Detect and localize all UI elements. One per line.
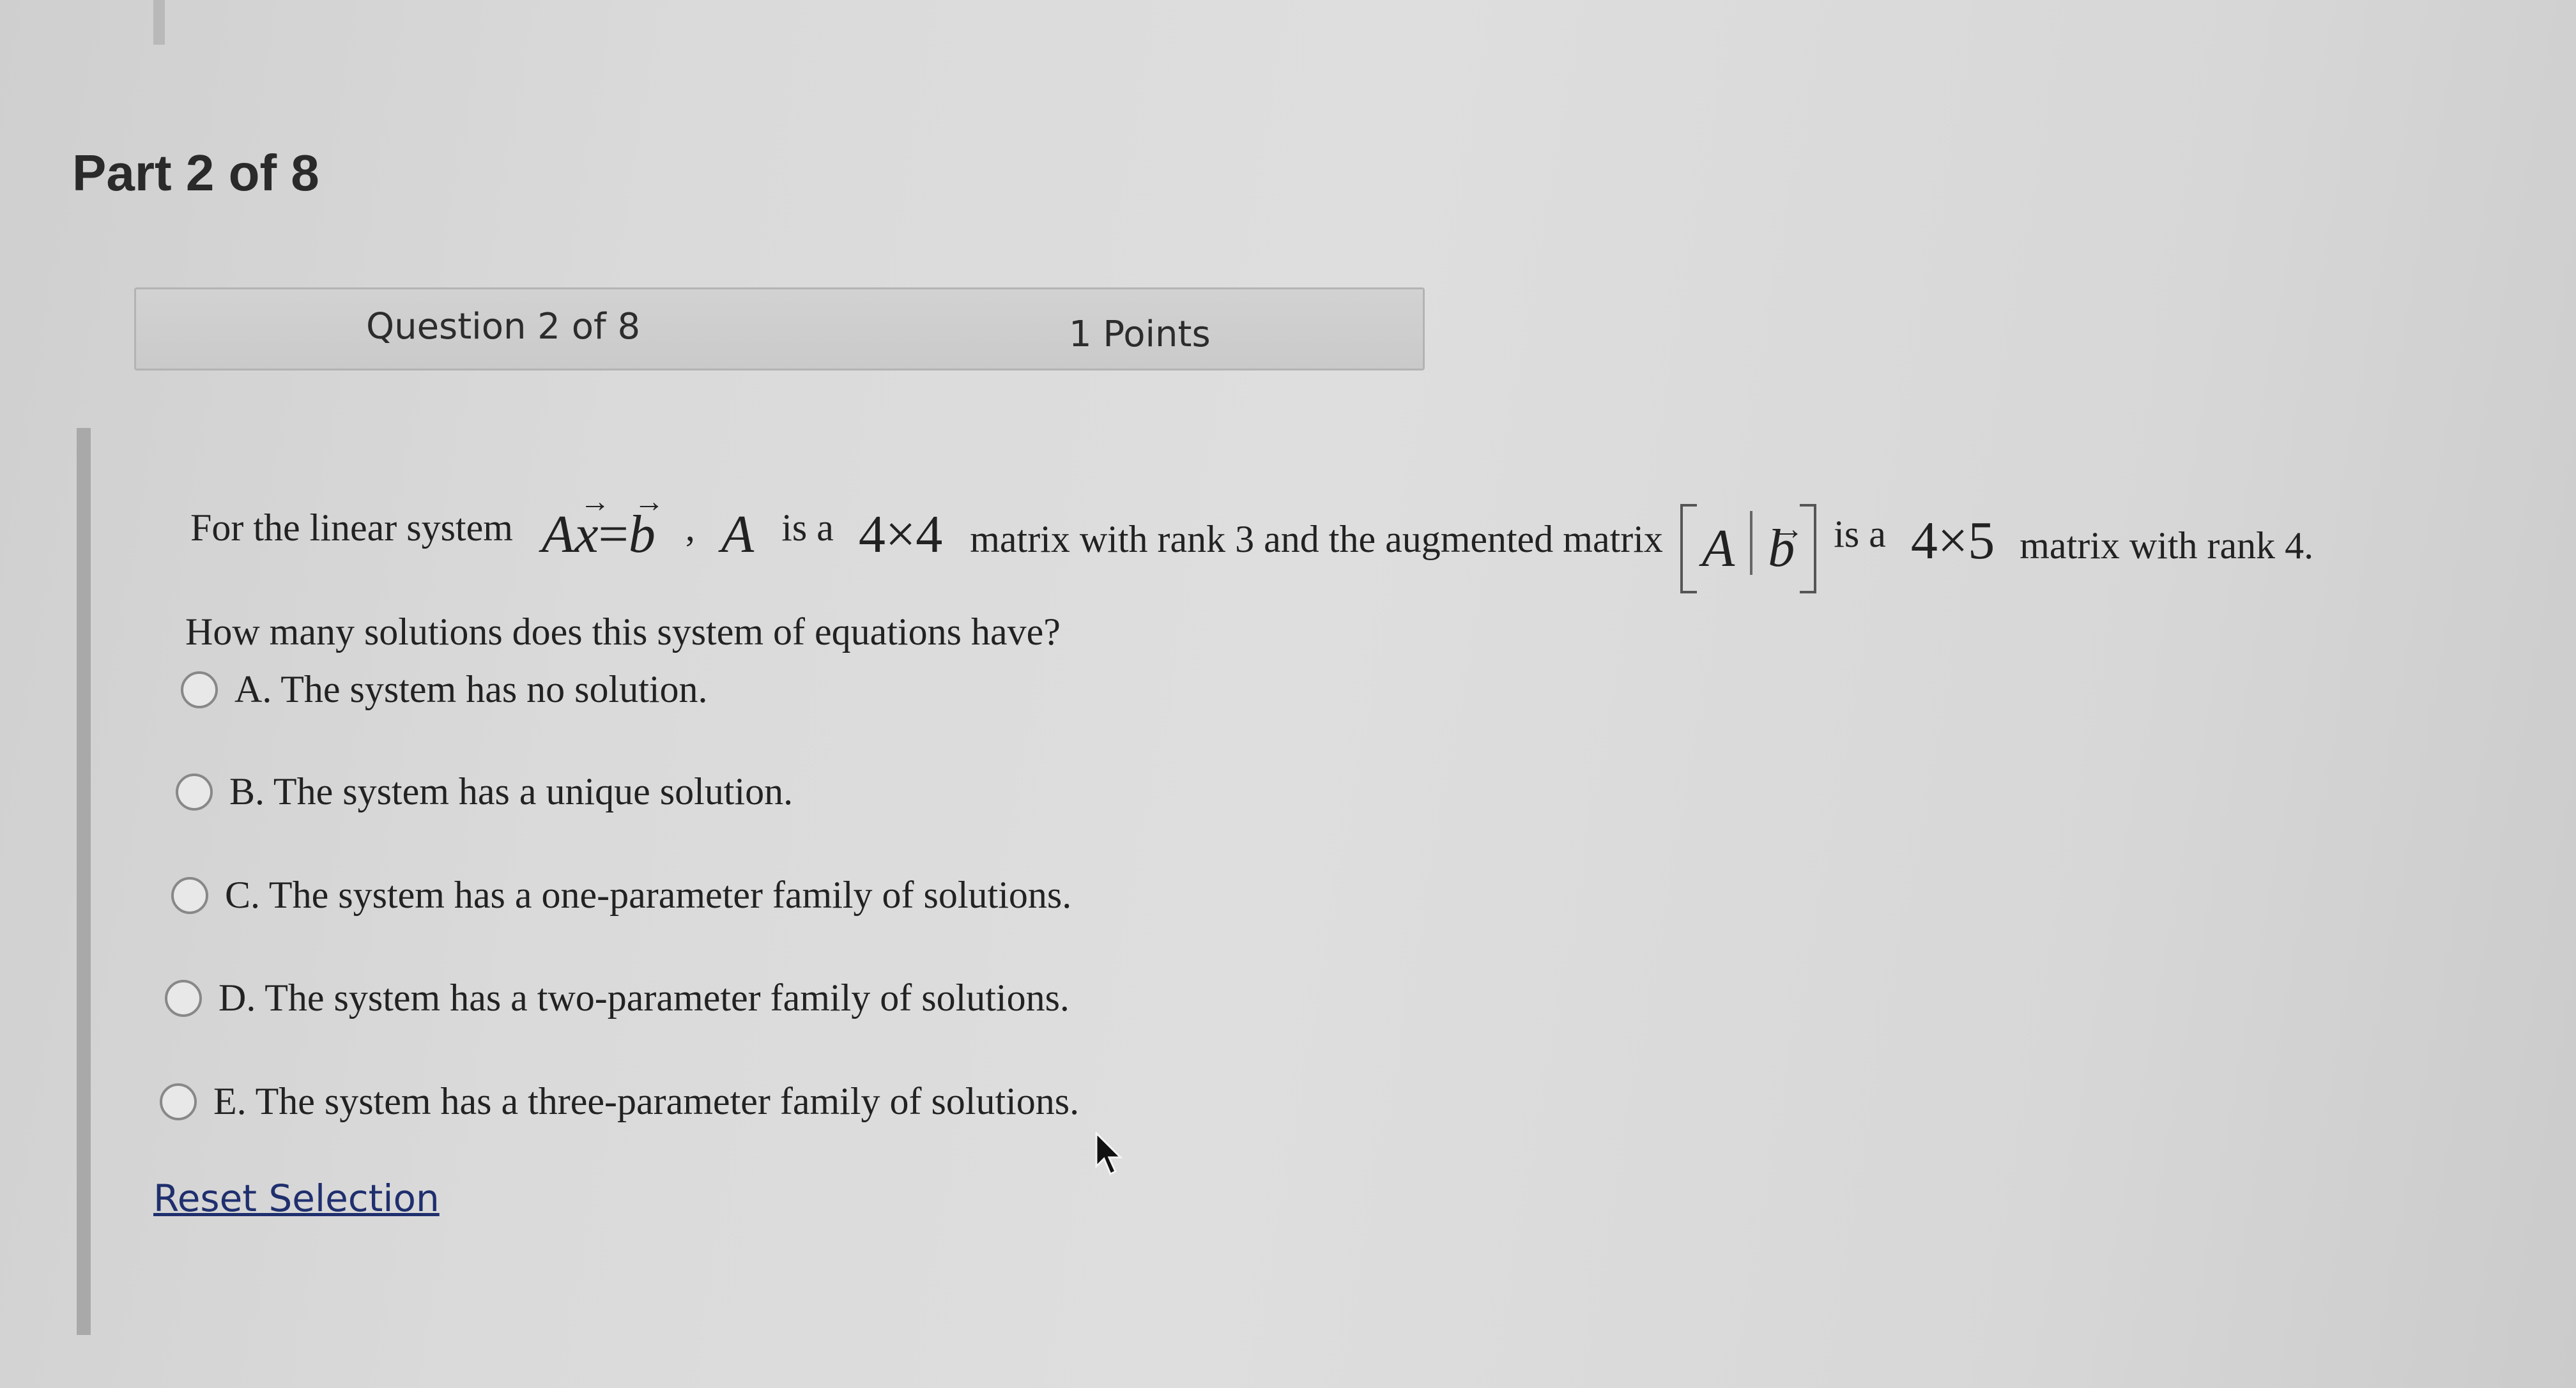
- radio-button-icon[interactable]: [181, 671, 218, 708]
- option-label: E. The system has a three-parameter family of solutions.: [213, 1080, 1080, 1122]
- eq-vector-x: → x: [574, 503, 598, 565]
- eq-vector-b: → b: [629, 503, 656, 565]
- stem-text-is-a-2: is a: [1834, 513, 1886, 555]
- question-points: 1 Points: [1069, 314, 1211, 355]
- mouse-cursor-icon: [1094, 1132, 1124, 1177]
- question-number: Question 2 of 8: [366, 306, 641, 347]
- option-label: A. The system has no solution.: [234, 668, 708, 710]
- aug-divider: [1750, 511, 1752, 575]
- option-d[interactable]: [165, 976, 1070, 1020]
- stem-dimension-1: 4×4: [858, 505, 943, 564]
- stem-text-is-a-1: is a: [781, 507, 834, 549]
- stem-dimension-2: 4×5: [1910, 511, 1995, 570]
- aug-matrix-a: A: [1701, 519, 1735, 578]
- radio-button-icon[interactable]: [176, 774, 213, 811]
- question-header-bar: [134, 287, 1425, 370]
- option-label: D. The system has a two-parameter family of solutions.: [218, 977, 1070, 1019]
- option-e[interactable]: [160, 1079, 1079, 1124]
- aug-vector-b: → b: [1768, 504, 1795, 593]
- top-edge-mark: [153, 0, 165, 45]
- stem-matrix-a: A: [721, 505, 755, 564]
- option-label: B. The system has a unique solution.: [229, 770, 793, 812]
- question-left-rule: [77, 428, 91, 1335]
- option-a[interactable]: [181, 667, 708, 712]
- option-c[interactable]: [171, 873, 1071, 917]
- radio-button-icon[interactable]: [171, 877, 208, 914]
- stem-text-end: matrix with rank 4.: [2020, 524, 2314, 567]
- option-b[interactable]: [176, 770, 793, 814]
- augmented-matrix: [1680, 504, 1816, 593]
- option-label: C. The system has a one-parameter family of solutions.: [225, 874, 1072, 916]
- radio-button-icon[interactable]: [160, 1083, 197, 1120]
- equation: [542, 505, 669, 564]
- eq-equals: =: [598, 505, 629, 564]
- stem-text-rank: matrix with rank 3 and the augmented matrix: [970, 518, 1663, 560]
- part-title: Part 2 of 8: [72, 144, 319, 201]
- eq-matrix-a: A: [541, 505, 575, 564]
- stem-comma: ,: [685, 507, 695, 549]
- stem-text-intro: For the linear system: [190, 507, 513, 549]
- question-prompt: How many solutions does this system of equations have?: [185, 611, 1061, 653]
- radio-button-icon[interactable]: [165, 980, 202, 1017]
- reset-selection-link[interactable]: Reset Selection: [153, 1177, 440, 1220]
